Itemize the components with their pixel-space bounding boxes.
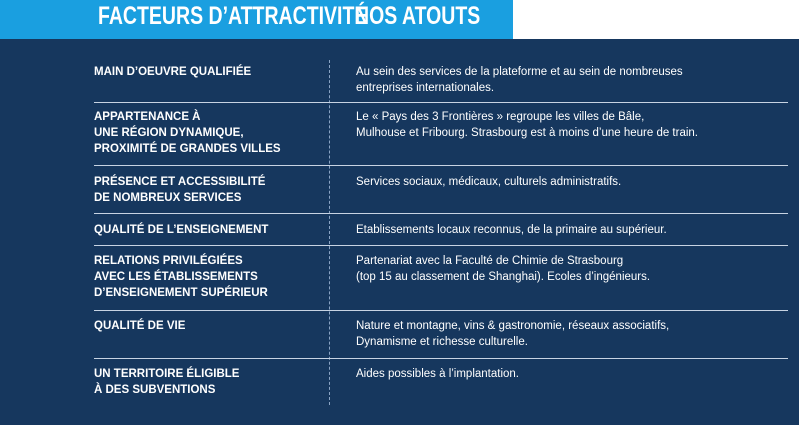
atout-text: Le « Pays des 3 Frontières » regroupe les villes de Bâle, Mulhouse et Fribourg. Strasbourg est à moins d’une heure de train. [356, 111, 698, 139]
atout-text: Aides possibles à l’implantation. [356, 368, 520, 380]
factors-column-title: FACTEURS D’ATTRACTIVITÉ [98, 2, 368, 30]
column-divider [329, 60, 330, 405]
factor-label: RELATIONS PRIVILÉGIÉES AVEC LES ÉTABLISSEMENTS D’ENSEIGNEMENT SUPÉRIEUR [94, 255, 268, 299]
atout-text: Etablissements locaux reconnus, de la primaire au supérieur. [356, 224, 667, 236]
factor-label: MAIN D’OEUVRE QUALIFIÉE [94, 66, 252, 78]
factor-label: QUALITÉ DE L’ENSEIGNEMENT [94, 224, 269, 236]
factor-label: QUALITÉ DE VIE [94, 320, 186, 332]
row-divider [94, 245, 788, 246]
factor-label: UN TERRITOIRE ÉLIGIBLE À DES SUBVENTIONS [94, 368, 240, 396]
factor-label: APPARTENANCE À UNE RÉGION DYNAMIQUE, PROXIMITÉ DE GRANDES VILLES [94, 111, 281, 155]
atouts-column-title: NOS ATOUTS [355, 2, 481, 30]
row-divider [94, 165, 788, 166]
row-divider [94, 102, 788, 103]
atout-text: Nature et montagne, vins & gastronomie, réseaux associatifs, Dynamisme et richesse culturelle. [356, 320, 670, 348]
row-divider [94, 213, 788, 214]
atout-text: Partenariat avec la Faculté de Chimie de Strasbourg (top 15 au classement de Shanghai). Ecoles d’ingénieurs. [356, 255, 651, 283]
atout-text: Services sociaux, médicaux, culturels administratifs. [356, 176, 622, 188]
factor-label: PRÉSENCE ET ACCESSIBILITÉ DE NOMBREUX SERVICES [94, 176, 266, 204]
row-divider [94, 310, 788, 311]
row-divider [94, 358, 788, 359]
atout-text: Au sein des services de la plateforme et au sein de nombreuses entreprises internationales. [356, 66, 683, 94]
